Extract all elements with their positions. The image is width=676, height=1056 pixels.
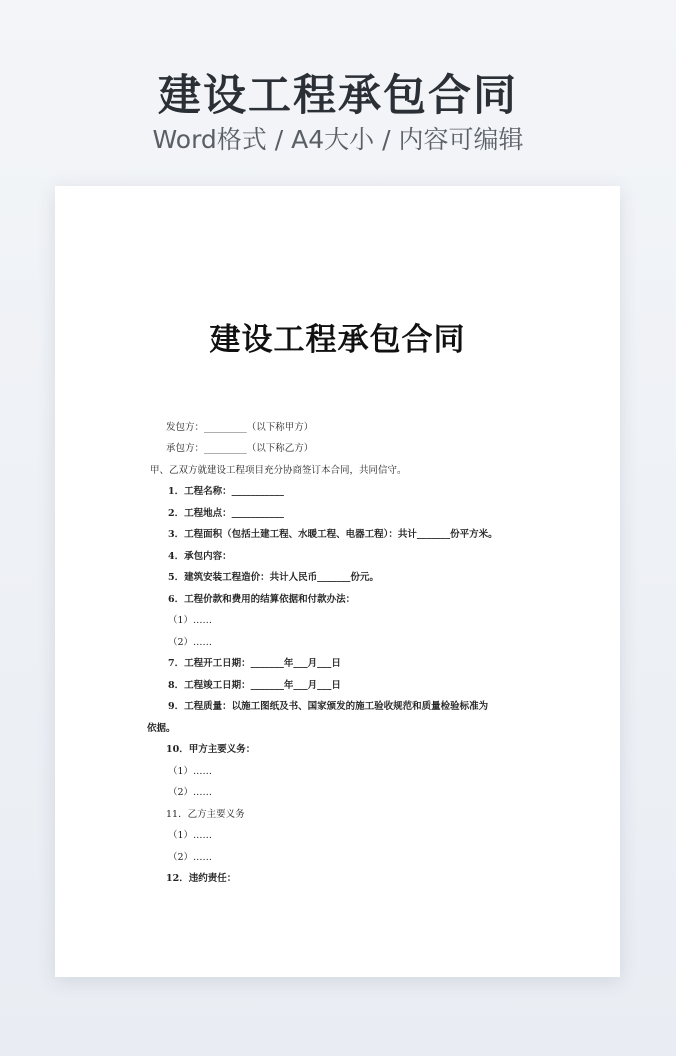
banner-title: 建设工程承包合同 — [158, 71, 518, 121]
clause-11-party-b-duties: 11．乙方主要义务 — [166, 809, 245, 820]
preamble-line: 甲、乙双方就建设工程项目充分协商签订本合同，共同信守。 — [150, 465, 407, 476]
clause-8-end-date: 8．工程竣工日期：_______年___月___日 — [168, 680, 341, 691]
clause-7-start-date: 7．工程开工日期：_______年___月___日 — [168, 658, 341, 669]
party-b-line: 承包方：_________（以下称乙方） — [166, 443, 314, 454]
clause-1-project-name: 1．工程名称：___________ — [168, 486, 284, 497]
clause-5-cost: 5．建筑安装工程造价：共计人民币_______份元。 — [168, 572, 379, 583]
clause-4-scope: 4．承包内容： — [168, 551, 232, 562]
clause-6-item-2: （2）…… — [168, 637, 213, 648]
clause-10-item-1: （1）…… — [168, 766, 213, 777]
document-title: 建设工程承包合同 — [209, 322, 466, 358]
clause-9-continuation: 依据。 — [147, 723, 176, 734]
clause-10-item-2: （2）…… — [168, 787, 213, 798]
party-a-line: 发包方：_________（以下称甲方） — [166, 422, 314, 433]
clause-6-item-1: （1）…… — [168, 615, 213, 626]
document-page — [55, 186, 620, 977]
clause-2-project-site: 2．工程地点：___________ — [168, 508, 284, 519]
clause-3-project-area: 3．工程面积（包括土建工程、水暖工程、电器工程）：共计_______份平方米。 — [168, 529, 498, 540]
clause-6-payment: 6．工程价款和费用的结算依据和付款办法： — [168, 594, 356, 605]
clause-11-item-2: （2）…… — [168, 852, 213, 863]
clause-11-item-1: （1）…… — [168, 830, 213, 841]
clause-12-liability: 12．违约责任： — [166, 873, 237, 884]
banner-subtitle: Word格式 / A4大小 / 内容可编辑 — [152, 125, 524, 154]
clause-10-party-a-duties: 10．甲方主要义务： — [166, 744, 256, 755]
clause-9-quality: 9．工程质量：以施工图纸及书、国家颁发的施工验收规范和质量检验标准为 — [168, 701, 489, 712]
